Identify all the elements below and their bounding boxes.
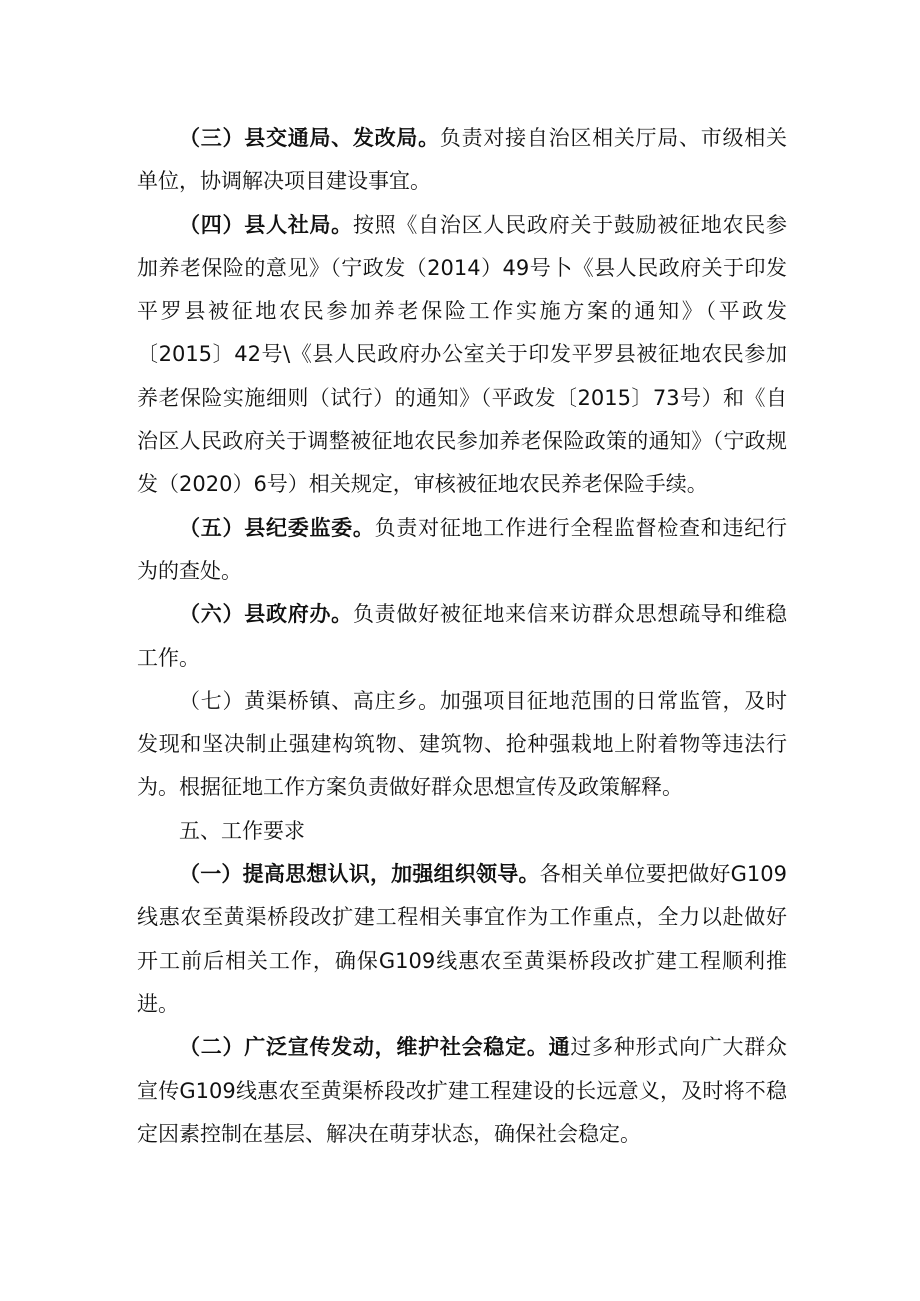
document-page [137,117,787,1156]
paragraph-discipline-commission [137,507,787,594]
paragraph-body: 负责做好被征地来信来访群众思想疏导和维稳工作。 [137,602,788,670]
paragraph-traffic-bureau [137,117,787,204]
paragraph-body: 负责对接自治区相关厅局、市级相关单位，协调解决项目建设事宜。 [137,126,788,194]
section-heading-work-requirements [137,810,787,853]
paragraph-body: 过多种形式向广大群众宣传G109线惠农至黄渠桥段改扩建工程建设的长远意义，及时将不稳定因素控制在基层、解决在萌芽状态，确保社会稳定。 [137,1035,788,1146]
paragraph-towns [137,680,787,810]
paragraph-requirement-1 [137,853,787,1026]
paragraph-government-office [137,593,787,680]
paragraph-body: （七）黄渠桥镇、高庄乡。加强项目征地范围的日常监管，及时发现和坚决制止强建构筑物、建筑物、抢种强栽地上附着物等违法行为。根据征地工作方案负责做好群众思想宣传及政策解释。 [137,688,787,800]
paragraph-hr-bureau [137,204,787,507]
paragraph-lead: （三）县交通局、发改局。 [179,126,440,150]
paragraph-body: 按照《自治区人民政府关于鼓励被征地农民参加养老保险的意见》（宁政发（2014）49号卜《县人民政府关于印发平罗县被征地农民参加养老保险工作实施方案的通知》（平政发〔2015〕42号\《县人民政府办公室关于印发平罗县被征地农民参加养老保险实施细则（试行）的通知》（平政发〔2015〕73号）和《自治区人民政府关于调整被征地农民参加养老保险政策的通知》（宁政规发（2020）6号）相关规定，审核被征地农民养老保险手续。 [137,212,788,497]
paragraph-body: 各相关单位要把做好G109线惠农至黄渠桥段改扩建工程相关事宜作为工作重点，全力以赴做好开工前后相关工作，确保G109线惠农至黄渠桥段改扩建工程顺利推进。 [137,862,787,1016]
section-heading-text: 五、工作要求 [179,818,305,843]
paragraph-body: 负责对征地工作进行全程监督检查和违纪行为的查处。 [137,515,788,583]
paragraph-lead: （六）县政府办。 [179,602,353,627]
paragraph-lead: （一）提高思想认识，加强组织领导。 [179,862,540,887]
paragraph-lead: （四）县人社局。 [179,212,353,237]
paragraph-requirement-2 [137,1026,787,1156]
paragraph-lead: （二）广泛宣传发动，维护社会稳定。通 [179,1035,571,1060]
paragraph-lead: （五）县纪委监委。 [179,515,375,540]
